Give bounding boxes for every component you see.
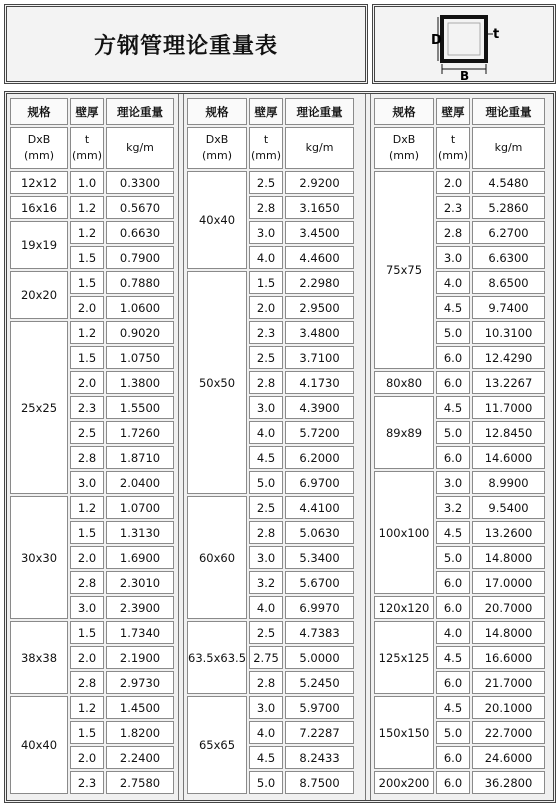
weight-cell: 2.3900 <box>106 596 174 619</box>
table-row <box>187 621 354 644</box>
weight-cell: 6.6300 <box>472 246 545 269</box>
weight-cell: 4.5480 <box>472 171 545 194</box>
spec-cell: 50x50 <box>187 271 247 494</box>
weight-cell: 0.9020 <box>106 321 174 344</box>
weight-cell: 8.6500 <box>472 271 545 294</box>
thickness-cell: 1.5 <box>70 721 104 744</box>
unit-thickness <box>436 127 470 169</box>
weight-cell: 13.2267 <box>472 371 545 394</box>
spec-cell: 150x150 <box>374 696 434 769</box>
thickness-cell: 2.8 <box>70 571 104 594</box>
weight-cell: 5.0630 <box>285 521 354 544</box>
spec-cell: 63.5x63.5 <box>187 621 247 694</box>
weight-cell: 17.0000 <box>472 571 545 594</box>
spec-cell: 16x16 <box>10 196 68 219</box>
thickness-cell: 5.0 <box>436 421 470 444</box>
weight-cell: 2.0400 <box>106 471 174 494</box>
thickness-cell: 3.0 <box>249 396 283 419</box>
thickness-cell: 2.8 <box>436 221 470 244</box>
spec-cell: 38x38 <box>10 621 68 694</box>
weight-cell: 2.9200 <box>285 171 354 194</box>
thickness-cell: 4.5 <box>436 396 470 419</box>
thickness-cell: 4.5 <box>436 646 470 669</box>
weight-cell: 1.8200 <box>106 721 174 744</box>
thickness-cell: 6.0 <box>436 671 470 694</box>
weight-cell: 1.0700 <box>106 496 174 519</box>
weight-cell: 5.2860 <box>472 196 545 219</box>
thickness-cell: 4.5 <box>436 521 470 544</box>
spec-cell: 65x65 <box>187 696 247 794</box>
weight-cell: 1.8710 <box>106 446 174 469</box>
weight-cell: 0.6630 <box>106 221 174 244</box>
table-row <box>187 271 354 294</box>
thickness-cell: 2.3 <box>436 196 470 219</box>
table-row <box>10 171 174 194</box>
thickness-cell: 2.8 <box>249 521 283 544</box>
table-row <box>374 771 545 794</box>
thickness-cell: 1.5 <box>249 271 283 294</box>
weight-cell: 3.7100 <box>285 346 354 369</box>
spec-cell: 12x12 <box>10 171 68 194</box>
unit-line: t <box>450 133 456 146</box>
spec-cell: 120x120 <box>374 596 434 619</box>
thickness-cell: 1.2 <box>70 321 104 344</box>
thickness-cell: 2.5 <box>249 346 283 369</box>
thickness-cell: 2.75 <box>249 646 283 669</box>
header-thickness: 壁厚 <box>249 98 283 125</box>
weight-cell: 4.7383 <box>285 621 354 644</box>
thickness-cell: 3.0 <box>436 246 470 269</box>
thickness-cell: 2.3 <box>70 771 104 794</box>
thickness-cell: 4.0 <box>249 246 283 269</box>
unit-line: (mm) <box>251 149 282 162</box>
spec-cell: 40x40 <box>187 171 247 269</box>
weight-cell: 1.3800 <box>106 371 174 394</box>
weight-cell: 5.7200 <box>285 421 354 444</box>
weight-cell: 2.3010 <box>106 571 174 594</box>
table-row <box>187 496 354 519</box>
weight-cell: 1.3130 <box>106 521 174 544</box>
thickness-cell: 4.5 <box>436 296 470 319</box>
weight-cell: 0.7880 <box>106 271 174 294</box>
thickness-cell: 3.0 <box>249 696 283 719</box>
spec-cell: 100x100 <box>374 471 434 594</box>
weight-cell: 0.7900 <box>106 246 174 269</box>
weight-cell: 8.2433 <box>285 746 354 769</box>
thickness-cell: 6.0 <box>436 446 470 469</box>
square-tube-diagram <box>375 7 553 81</box>
header-row <box>187 98 354 125</box>
thickness-cell: 3.0 <box>249 546 283 569</box>
thickness-cell: 4.5 <box>436 696 470 719</box>
weight-cell: 21.7000 <box>472 671 545 694</box>
unit-line: (mm) <box>202 149 233 162</box>
unit-thickness <box>70 127 104 169</box>
weight-cell: 5.6700 <box>285 571 354 594</box>
weight-cell: 14.8000 <box>472 546 545 569</box>
unit-line: (mm) <box>437 149 468 162</box>
spec-cell: 89x89 <box>374 396 434 469</box>
table-row <box>10 196 174 219</box>
weight-cell: 1.7340 <box>106 621 174 644</box>
thickness-cell: 5.0 <box>436 546 470 569</box>
thickness-cell: 3.0 <box>70 471 104 494</box>
thickness-cell: 2.0 <box>70 371 104 394</box>
table-row <box>10 621 174 644</box>
weight-table-2 <box>185 96 356 796</box>
diagram-box <box>372 4 556 84</box>
header-spec: 规格 <box>187 98 247 125</box>
header-row <box>10 98 174 125</box>
table-row <box>374 471 545 494</box>
weight-cell: 5.9700 <box>285 696 354 719</box>
thickness-cell: 2.0 <box>70 646 104 669</box>
unit-row <box>10 127 174 169</box>
weight-cell: 0.5670 <box>106 196 174 219</box>
thickness-cell: 4.5 <box>249 446 283 469</box>
header-thickness: 壁厚 <box>70 98 104 125</box>
table-row <box>10 696 174 719</box>
spec-cell: 80x80 <box>374 371 434 394</box>
weight-cell: 1.7260 <box>106 421 174 444</box>
table-row <box>10 321 174 344</box>
unit-line: DxB <box>205 133 229 146</box>
weight-cell: 8.9900 <box>472 471 545 494</box>
weight-cell: 2.9500 <box>285 296 354 319</box>
thickness-cell: 1.2 <box>70 221 104 244</box>
thickness-cell: 2.0 <box>70 546 104 569</box>
weight-cell: 16.6000 <box>472 646 545 669</box>
spec-cell: 25x25 <box>10 321 68 494</box>
thickness-cell: 2.5 <box>249 496 283 519</box>
thickness-cell: 2.8 <box>249 196 283 219</box>
thickness-cell: 1.2 <box>70 696 104 719</box>
table-row <box>10 496 174 519</box>
thickness-cell: 3.0 <box>70 596 104 619</box>
weight-cell: 2.2980 <box>285 271 354 294</box>
weight-cell: 1.5500 <box>106 396 174 419</box>
thickness-cell: 5.0 <box>436 321 470 344</box>
unit-line: DxB <box>27 133 51 146</box>
unit-line: DxB <box>392 133 416 146</box>
spec-cell: 60x60 <box>187 496 247 619</box>
thickness-cell: 1.5 <box>70 346 104 369</box>
thickness-cell: 2.3 <box>70 396 104 419</box>
unit-line: (mm) <box>71 149 102 162</box>
weight-cell: 8.7500 <box>285 771 354 794</box>
header-spec: 规格 <box>10 98 68 125</box>
thickness-cell: 2.0 <box>70 746 104 769</box>
weight-cell: 1.4500 <box>106 696 174 719</box>
page-title: 方钢管理论重量表 <box>93 33 278 59</box>
thickness-cell: 2.0 <box>436 171 470 194</box>
thickness-cell: 2.0 <box>249 296 283 319</box>
thickness-cell: 6.0 <box>436 371 470 394</box>
spec-cell: 19x19 <box>10 221 68 269</box>
thickness-cell: 2.8 <box>70 671 104 694</box>
unit-spec <box>374 127 434 169</box>
thickness-cell: 4.0 <box>436 621 470 644</box>
tube-inner <box>448 23 480 55</box>
weight-cell: 3.4800 <box>285 321 354 344</box>
weight-table-3 <box>372 96 547 796</box>
weight-cell: 14.8000 <box>472 621 545 644</box>
unit-row <box>187 127 354 169</box>
unit-spec <box>10 127 68 169</box>
table-separator-2 <box>365 94 371 800</box>
label-d: D <box>431 33 442 48</box>
header-spec: 规格 <box>374 98 434 125</box>
weight-cell: 1.0600 <box>106 296 174 319</box>
thickness-cell: 2.5 <box>70 421 104 444</box>
thickness-cell: 3.2 <box>249 571 283 594</box>
thickness-cell: 1.0 <box>70 171 104 194</box>
thickness-cell: 3.2 <box>436 496 470 519</box>
table-row <box>10 221 174 244</box>
header-row <box>374 98 545 125</box>
weight-cell: 6.9700 <box>285 471 354 494</box>
weight-cell: 14.6000 <box>472 446 545 469</box>
unit-spec <box>187 127 247 169</box>
thickness-cell: 6.0 <box>436 596 470 619</box>
thickness-cell: 3.0 <box>436 471 470 494</box>
spec-cell: 20x20 <box>10 271 68 319</box>
weight-cell: 9.7400 <box>472 296 545 319</box>
weight-cell: 24.6000 <box>472 746 545 769</box>
thickness-cell: 6.0 <box>436 746 470 769</box>
weight-cell: 5.2450 <box>285 671 354 694</box>
weight-cell: 20.7000 <box>472 596 545 619</box>
weight-cell: 4.1730 <box>285 371 354 394</box>
label-t: t <box>493 27 500 42</box>
weight-cell: 7.2287 <box>285 721 354 744</box>
weight-cell: 3.1650 <box>285 196 354 219</box>
weight-tables <box>4 91 556 803</box>
header-thickness: 壁厚 <box>436 98 470 125</box>
unit-weight: kg/m <box>285 127 354 169</box>
table-row <box>374 171 545 194</box>
weight-cell: 20.1000 <box>472 696 545 719</box>
thickness-cell: 1.5 <box>70 621 104 644</box>
weight-cell: 11.7000 <box>472 396 545 419</box>
thickness-cell: 6.0 <box>436 571 470 594</box>
unit-thickness <box>249 127 283 169</box>
thickness-cell: 5.0 <box>436 721 470 744</box>
thickness-cell: 1.5 <box>70 271 104 294</box>
thickness-cell: 2.3 <box>249 321 283 344</box>
thickness-cell: 4.0 <box>249 596 283 619</box>
table-row <box>187 171 354 194</box>
weight-cell: 6.9970 <box>285 596 354 619</box>
header-weight: 理论重量 <box>285 98 354 125</box>
thickness-cell: 1.5 <box>70 521 104 544</box>
weight-cell: 2.7580 <box>106 771 174 794</box>
tube-outline <box>442 17 486 61</box>
table-separator-1 <box>178 94 184 800</box>
thickness-cell: 4.0 <box>436 271 470 294</box>
weight-cell: 9.5400 <box>472 496 545 519</box>
weight-cell: 1.6900 <box>106 546 174 569</box>
weight-cell: 6.2000 <box>285 446 354 469</box>
weight-cell: 5.3400 <box>285 546 354 569</box>
weight-cell: 12.4290 <box>472 346 545 369</box>
thickness-cell: 6.0 <box>436 346 470 369</box>
unit-row <box>374 127 545 169</box>
thickness-cell: 4.0 <box>249 421 283 444</box>
header-weight: 理论重量 <box>472 98 545 125</box>
thickness-cell: 5.0 <box>249 471 283 494</box>
spec-cell: 30x30 <box>10 496 68 619</box>
weight-cell: 1.0750 <box>106 346 174 369</box>
weight-cell: 2.2400 <box>106 746 174 769</box>
weight-cell: 5.0000 <box>285 646 354 669</box>
spec-cell: 125x125 <box>374 621 434 694</box>
thickness-cell: 2.5 <box>249 621 283 644</box>
unit-weight: kg/m <box>106 127 174 169</box>
thickness-cell: 1.2 <box>70 496 104 519</box>
table-row <box>187 696 354 719</box>
spec-cell: 40x40 <box>10 696 68 794</box>
table-row <box>374 396 545 419</box>
weight-cell: 4.3900 <box>285 396 354 419</box>
weight-cell: 0.3300 <box>106 171 174 194</box>
weight-cell: 12.8450 <box>472 421 545 444</box>
weight-cell: 2.9730 <box>106 671 174 694</box>
thickness-cell: 4.0 <box>249 721 283 744</box>
table-row <box>10 271 174 294</box>
spec-cell: 200x200 <box>374 771 434 794</box>
weight-cell: 2.1900 <box>106 646 174 669</box>
weight-cell: 22.7000 <box>472 721 545 744</box>
table-row <box>374 371 545 394</box>
thickness-cell: 4.5 <box>249 746 283 769</box>
title-box <box>4 4 368 84</box>
thickness-cell: 2.8 <box>70 446 104 469</box>
thickness-cell: 2.8 <box>249 671 283 694</box>
thickness-cell: 1.5 <box>70 246 104 269</box>
weight-cell: 13.2600 <box>472 521 545 544</box>
unit-weight: kg/m <box>472 127 545 169</box>
unit-line: t <box>84 133 90 146</box>
spec-cell: 75x75 <box>374 171 434 369</box>
unit-line: (mm) <box>23 149 54 162</box>
table-row <box>374 596 545 619</box>
table-row <box>374 696 545 719</box>
weight-cell: 3.4500 <box>285 221 354 244</box>
thickness-cell: 3.0 <box>249 221 283 244</box>
thickness-cell: 2.5 <box>249 171 283 194</box>
weight-cell: 10.3100 <box>472 321 545 344</box>
thickness-cell: 1.2 <box>70 196 104 219</box>
label-b: B <box>460 69 470 81</box>
weight-cell: 6.2700 <box>472 221 545 244</box>
weight-cell: 4.4100 <box>285 496 354 519</box>
thickness-cell: 2.0 <box>70 296 104 319</box>
thickness-cell: 5.0 <box>249 771 283 794</box>
weight-cell: 4.4600 <box>285 246 354 269</box>
weight-cell: 36.2800 <box>472 771 545 794</box>
thickness-cell: 6.0 <box>436 771 470 794</box>
weight-table-1 <box>8 96 176 796</box>
unit-line: t <box>263 133 269 146</box>
table-row <box>374 621 545 644</box>
unit-line: (mm) <box>388 149 419 162</box>
header-weight: 理论重量 <box>106 98 174 125</box>
thickness-cell: 2.8 <box>249 371 283 394</box>
